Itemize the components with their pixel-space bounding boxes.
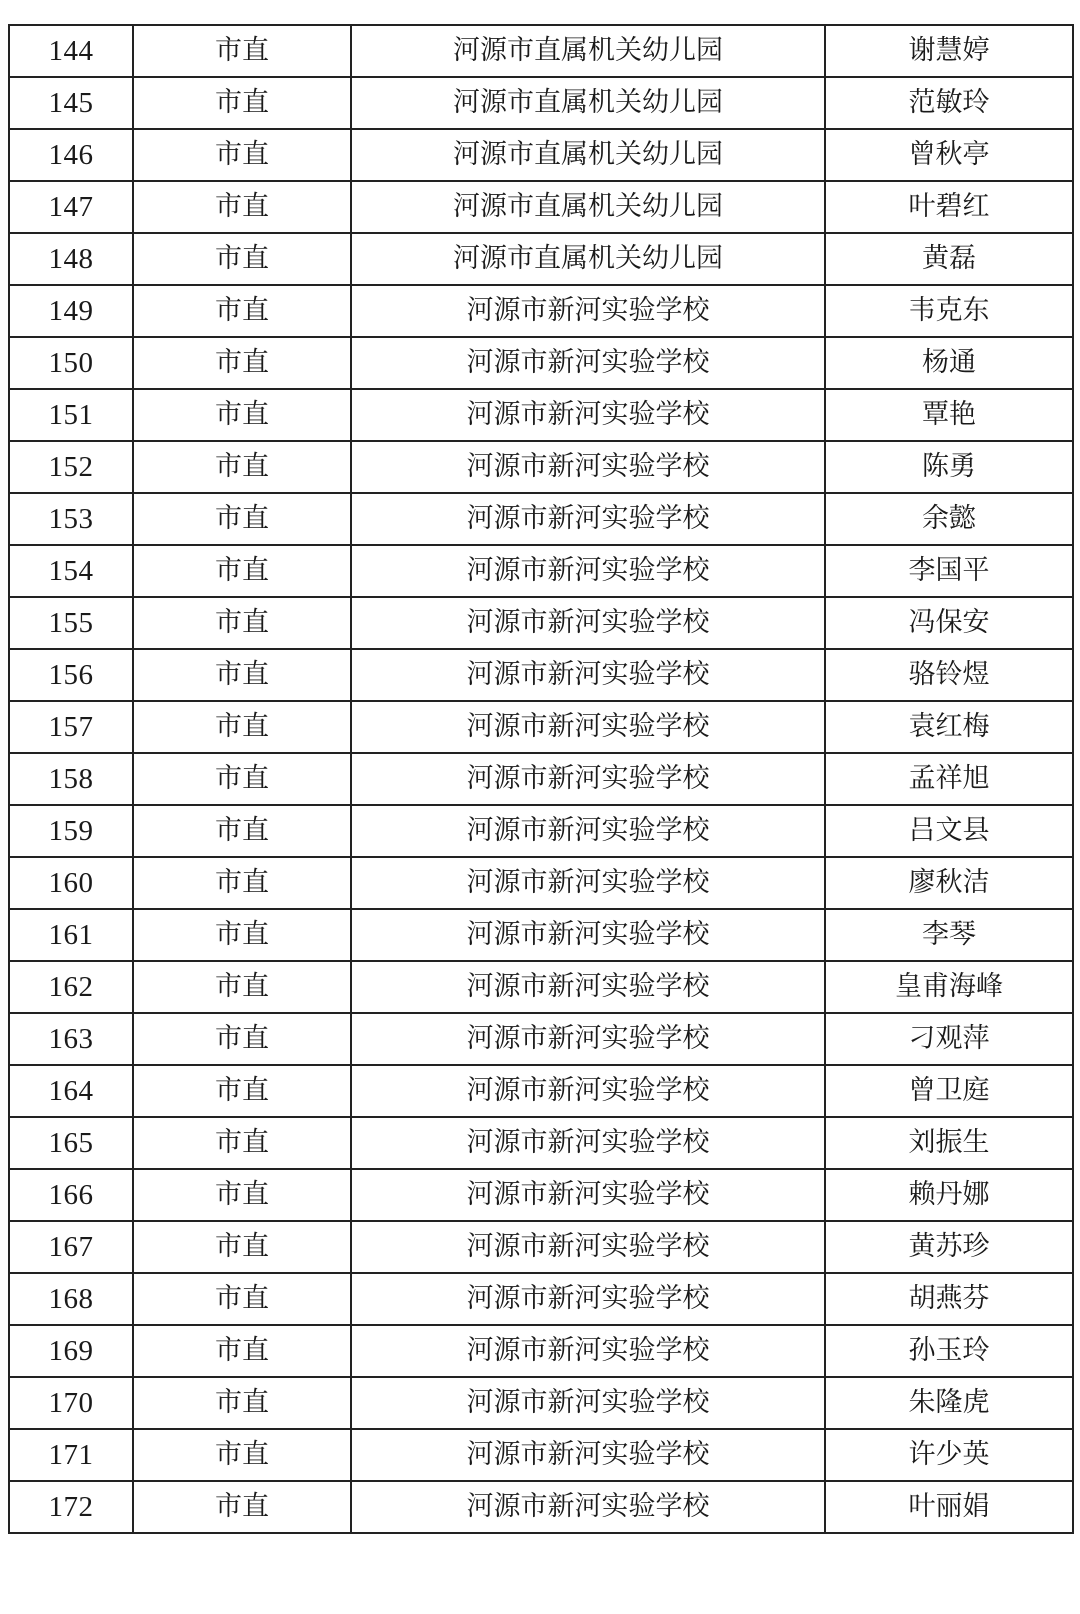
region-cell: 市直 [133, 857, 351, 909]
table-row [9, 805, 1073, 857]
person-name-cell: 刘振生 [825, 1117, 1073, 1169]
person-name-cell: 叶丽娟 [825, 1481, 1073, 1533]
document-page [8, 24, 1072, 1534]
unit-cell: 河源市新河实验学校 [351, 441, 825, 493]
person-name-cell: 冯保安 [825, 597, 1073, 649]
row-number-cell: 166 [9, 1169, 133, 1221]
person-name-cell: 黄磊 [825, 233, 1073, 285]
region-cell: 市直 [133, 233, 351, 285]
table-row [9, 857, 1073, 909]
person-name-cell: 袁红梅 [825, 701, 1073, 753]
table-row [9, 1273, 1073, 1325]
unit-cell: 河源市新河实验学校 [351, 285, 825, 337]
person-name-cell: 范敏玲 [825, 77, 1073, 129]
row-number-cell: 170 [9, 1377, 133, 1429]
person-name-cell: 覃艳 [825, 389, 1073, 441]
unit-cell: 河源市新河实验学校 [351, 1013, 825, 1065]
unit-cell: 河源市新河实验学校 [351, 1429, 825, 1481]
region-cell: 市直 [133, 805, 351, 857]
table-row [9, 285, 1073, 337]
person-name-cell: 孟祥旭 [825, 753, 1073, 805]
unit-cell: 河源市新河实验学校 [351, 493, 825, 545]
row-number-cell: 158 [9, 753, 133, 805]
person-name-cell: 胡燕芬 [825, 1273, 1073, 1325]
region-cell: 市直 [133, 493, 351, 545]
unit-cell: 河源市新河实验学校 [351, 1169, 825, 1221]
table-row [9, 649, 1073, 701]
table-row [9, 441, 1073, 493]
region-cell: 市直 [133, 1221, 351, 1273]
region-cell: 市直 [133, 337, 351, 389]
row-number-cell: 160 [9, 857, 133, 909]
row-number-cell: 162 [9, 961, 133, 1013]
row-number-cell: 163 [9, 1013, 133, 1065]
table-row [9, 129, 1073, 181]
table-row [9, 701, 1073, 753]
unit-cell: 河源市新河实验学校 [351, 1325, 825, 1377]
row-number-cell: 145 [9, 77, 133, 129]
region-cell: 市直 [133, 1065, 351, 1117]
person-name-cell: 皇甫海峰 [825, 961, 1073, 1013]
row-number-cell: 159 [9, 805, 133, 857]
unit-cell: 河源市新河实验学校 [351, 597, 825, 649]
table-row [9, 1117, 1073, 1169]
region-cell: 市直 [133, 1377, 351, 1429]
region-cell: 市直 [133, 1013, 351, 1065]
row-number-cell: 150 [9, 337, 133, 389]
table-row [9, 233, 1073, 285]
unit-cell: 河源市直属机关幼儿园 [351, 77, 825, 129]
table-row [9, 181, 1073, 233]
unit-cell: 河源市新河实验学校 [351, 649, 825, 701]
unit-cell: 河源市新河实验学校 [351, 909, 825, 961]
person-name-cell: 韦克东 [825, 285, 1073, 337]
region-cell: 市直 [133, 441, 351, 493]
unit-cell: 河源市新河实验学校 [351, 753, 825, 805]
row-number-cell: 151 [9, 389, 133, 441]
roster-table [8, 24, 1074, 1534]
row-number-cell: 155 [9, 597, 133, 649]
row-number-cell: 149 [9, 285, 133, 337]
table-row [9, 961, 1073, 1013]
region-cell: 市直 [133, 961, 351, 1013]
person-name-cell: 曾卫庭 [825, 1065, 1073, 1117]
row-number-cell: 146 [9, 129, 133, 181]
person-name-cell: 骆铃煜 [825, 649, 1073, 701]
table-row [9, 1169, 1073, 1221]
unit-cell: 河源市新河实验学校 [351, 1065, 825, 1117]
person-name-cell: 廖秋洁 [825, 857, 1073, 909]
row-number-cell: 156 [9, 649, 133, 701]
row-number-cell: 147 [9, 181, 133, 233]
region-cell: 市直 [133, 1273, 351, 1325]
row-number-cell: 152 [9, 441, 133, 493]
region-cell: 市直 [133, 545, 351, 597]
table-row [9, 545, 1073, 597]
row-number-cell: 167 [9, 1221, 133, 1273]
region-cell: 市直 [133, 181, 351, 233]
table-row [9, 493, 1073, 545]
table-row [9, 389, 1073, 441]
person-name-cell: 赖丹娜 [825, 1169, 1073, 1221]
unit-cell: 河源市直属机关幼儿园 [351, 181, 825, 233]
unit-cell: 河源市新河实验学校 [351, 1481, 825, 1533]
person-name-cell: 孙玉玲 [825, 1325, 1073, 1377]
region-cell: 市直 [133, 753, 351, 805]
table-row [9, 909, 1073, 961]
unit-cell: 河源市新河实验学校 [351, 805, 825, 857]
row-number-cell: 172 [9, 1481, 133, 1533]
region-cell: 市直 [133, 1169, 351, 1221]
region-cell: 市直 [133, 389, 351, 441]
person-name-cell: 吕文县 [825, 805, 1073, 857]
row-number-cell: 153 [9, 493, 133, 545]
table-row [9, 337, 1073, 389]
unit-cell: 河源市直属机关幼儿园 [351, 129, 825, 181]
table-row [9, 1065, 1073, 1117]
row-number-cell: 144 [9, 25, 133, 77]
region-cell: 市直 [133, 1117, 351, 1169]
person-name-cell: 余懿 [825, 493, 1073, 545]
row-number-cell: 169 [9, 1325, 133, 1377]
table-row [9, 25, 1073, 77]
row-number-cell: 161 [9, 909, 133, 961]
region-cell: 市直 [133, 25, 351, 77]
row-number-cell: 154 [9, 545, 133, 597]
row-number-cell: 148 [9, 233, 133, 285]
table-row [9, 1377, 1073, 1429]
region-cell: 市直 [133, 701, 351, 753]
person-name-cell: 杨通 [825, 337, 1073, 389]
table-row [9, 77, 1073, 129]
table-row [9, 753, 1073, 805]
row-number-cell: 165 [9, 1117, 133, 1169]
row-number-cell: 157 [9, 701, 133, 753]
unit-cell: 河源市直属机关幼儿园 [351, 25, 825, 77]
unit-cell: 河源市新河实验学校 [351, 857, 825, 909]
unit-cell: 河源市新河实验学校 [351, 1221, 825, 1273]
unit-cell: 河源市新河实验学校 [351, 961, 825, 1013]
region-cell: 市直 [133, 1325, 351, 1377]
region-cell: 市直 [133, 597, 351, 649]
person-name-cell: 李琴 [825, 909, 1073, 961]
table-row [9, 1221, 1073, 1273]
person-name-cell: 叶碧红 [825, 181, 1073, 233]
row-number-cell: 164 [9, 1065, 133, 1117]
table-row [9, 1013, 1073, 1065]
region-cell: 市直 [133, 649, 351, 701]
person-name-cell: 黄苏珍 [825, 1221, 1073, 1273]
unit-cell: 河源市新河实验学校 [351, 701, 825, 753]
row-number-cell: 171 [9, 1429, 133, 1481]
table-row [9, 1481, 1073, 1533]
region-cell: 市直 [133, 1429, 351, 1481]
person-name-cell: 李国平 [825, 545, 1073, 597]
table-row [9, 597, 1073, 649]
region-cell: 市直 [133, 285, 351, 337]
unit-cell: 河源市新河实验学校 [351, 389, 825, 441]
row-number-cell: 168 [9, 1273, 133, 1325]
table-row [9, 1325, 1073, 1377]
unit-cell: 河源市直属机关幼儿园 [351, 233, 825, 285]
person-name-cell: 朱隆虎 [825, 1377, 1073, 1429]
region-cell: 市直 [133, 909, 351, 961]
person-name-cell: 许少英 [825, 1429, 1073, 1481]
person-name-cell: 曾秋亭 [825, 129, 1073, 181]
roster-table-body [9, 25, 1073, 1533]
table-row [9, 1429, 1073, 1481]
region-cell: 市直 [133, 77, 351, 129]
unit-cell: 河源市新河实验学校 [351, 1273, 825, 1325]
person-name-cell: 陈勇 [825, 441, 1073, 493]
region-cell: 市直 [133, 1481, 351, 1533]
person-name-cell: 刁观萍 [825, 1013, 1073, 1065]
unit-cell: 河源市新河实验学校 [351, 1117, 825, 1169]
unit-cell: 河源市新河实验学校 [351, 337, 825, 389]
person-name-cell: 谢慧婷 [825, 25, 1073, 77]
unit-cell: 河源市新河实验学校 [351, 545, 825, 597]
region-cell: 市直 [133, 129, 351, 181]
unit-cell: 河源市新河实验学校 [351, 1377, 825, 1429]
